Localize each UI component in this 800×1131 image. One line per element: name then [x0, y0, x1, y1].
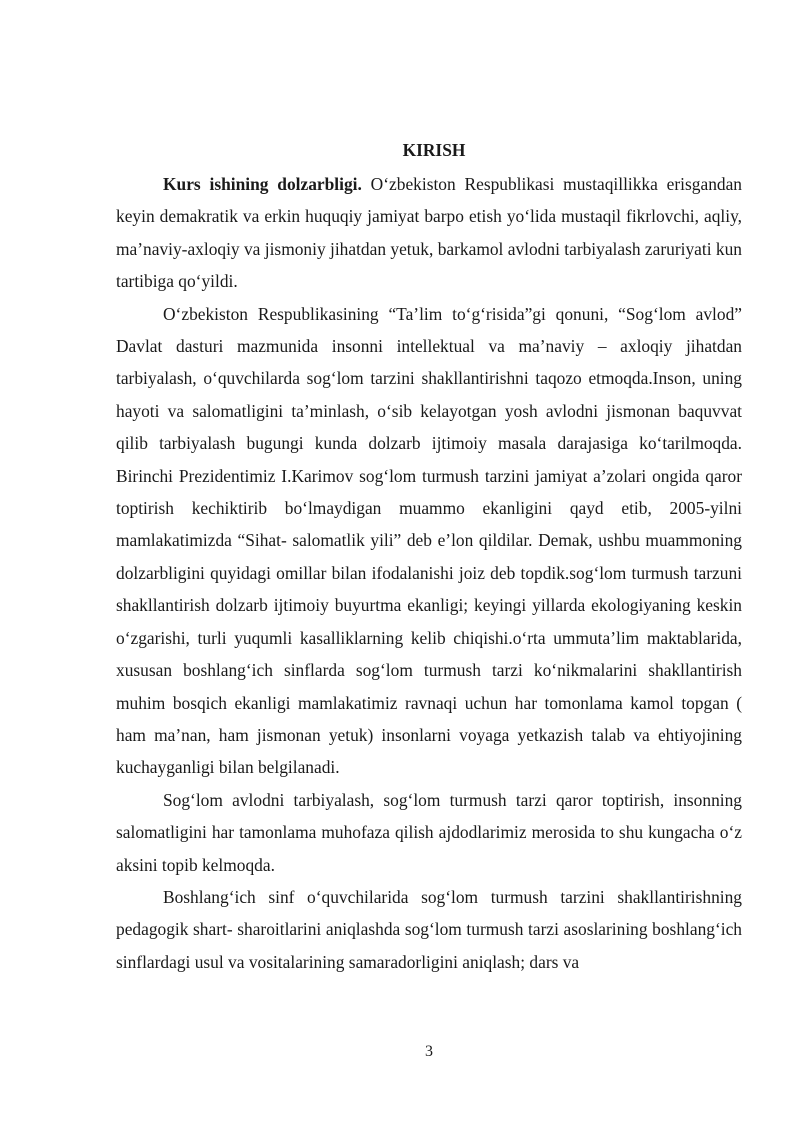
page-title: KIRISH [402, 140, 466, 160]
paragraph-primary-school: Boshlang‘ich sinf o‘quvchilarida sog‘lom turmush tarzini shakllantirishning pedagogik shart- sharoitlarini aniqlashda sog‘lom turmush tarzi asoslarining boshlang‘ich sinflardagi usul va vositalarining samaradorligini aniqlash; dars va [116, 886, 742, 972]
paragraph-law: O‘zbekiston Respublikasining “Ta’lim to‘g‘risida”gi qonuni, “Sog‘lom avlod” Davlat dasturi mazmunida insonni intellektual va ma’naviy – axloqiy jihatdan tarbiyalash, o‘quvchilarda sog‘lom tarzini shakllantirishni taqozo etmoqda.Inson, uning hayoti va salomatligini ta’minlash, o‘sib kelayotgan yosh avlodni jismonan baquvvat qilib tarbiyalash bugungi kunda dolzarb ijtimoiy masala darajasiga ko‘tarilmoqda. Birinchi Prezidentimiz I.Karimov sog‘lom turmush tarzini jamiyat a’zolari ongida qaror toptirish kechiktirib bo‘lmaydigan muammo ekanligini qayd etib, 2005-yilni mamlakatimizda “Sihat- salomatlik yili” deb e’lon qildilar. Demak, ushbu muammoning dolzarbligini quyidagi omillar bilan ifodalanishi joiz deb topdik.sog‘lom turmush tarzuni shakllantirish dolzarb ijtimoiy buyurtma ekanligi; keyingi yillarda ekologiyaning keskin o‘zgarishi, turli yuqumli kasalliklarning kelib chiqishi.o‘rta ummuta’lim maktablarida, xususan boshlang‘ich sinflarda sog‘lom turmush tarzi ko‘nikmalarini shakllantirish muhim bosqich ekanligi mamlakatimiz ravnaqi uchun har tomonlama kamol topgan ( ham ma’nan, ham jismonan yetuk) insonlarni voyaga yetkazish talab va ehtiyojining kuchayganligi bilan belgilanadi. [116, 303, 742, 778]
paragraph-heritage: Sog‘lom avlodni tarbiyalash, sog‘lom turmush tarzi qaror toptirish, insonning salomatligini har tamonlama muhofaza qilish ajdodlarimiz merosida to shu kungacha o‘z aksini topib kelmoqda. [116, 789, 742, 875]
page-content [116, 138, 742, 978]
paragraph-text: O‘zbekiston Respublikasi mustaqillikka erisgandan keyin demakratik va erkin huquqiy jamiyat barpo etish yo‘lida mustaqil fikrlovchi, aqliy, ma’naviy-axloqiy va jismoniy jihatdan yetuk, barkamol avlodni tarbiyalash zaruriyati kun tartibiga qo‘yildi. [116, 174, 742, 292]
paragraph-lead: Kurs ishining dolzarbligi. [163, 174, 362, 194]
paragraph-relevance [116, 168, 742, 298]
page-number: 3 [425, 1043, 433, 1060]
